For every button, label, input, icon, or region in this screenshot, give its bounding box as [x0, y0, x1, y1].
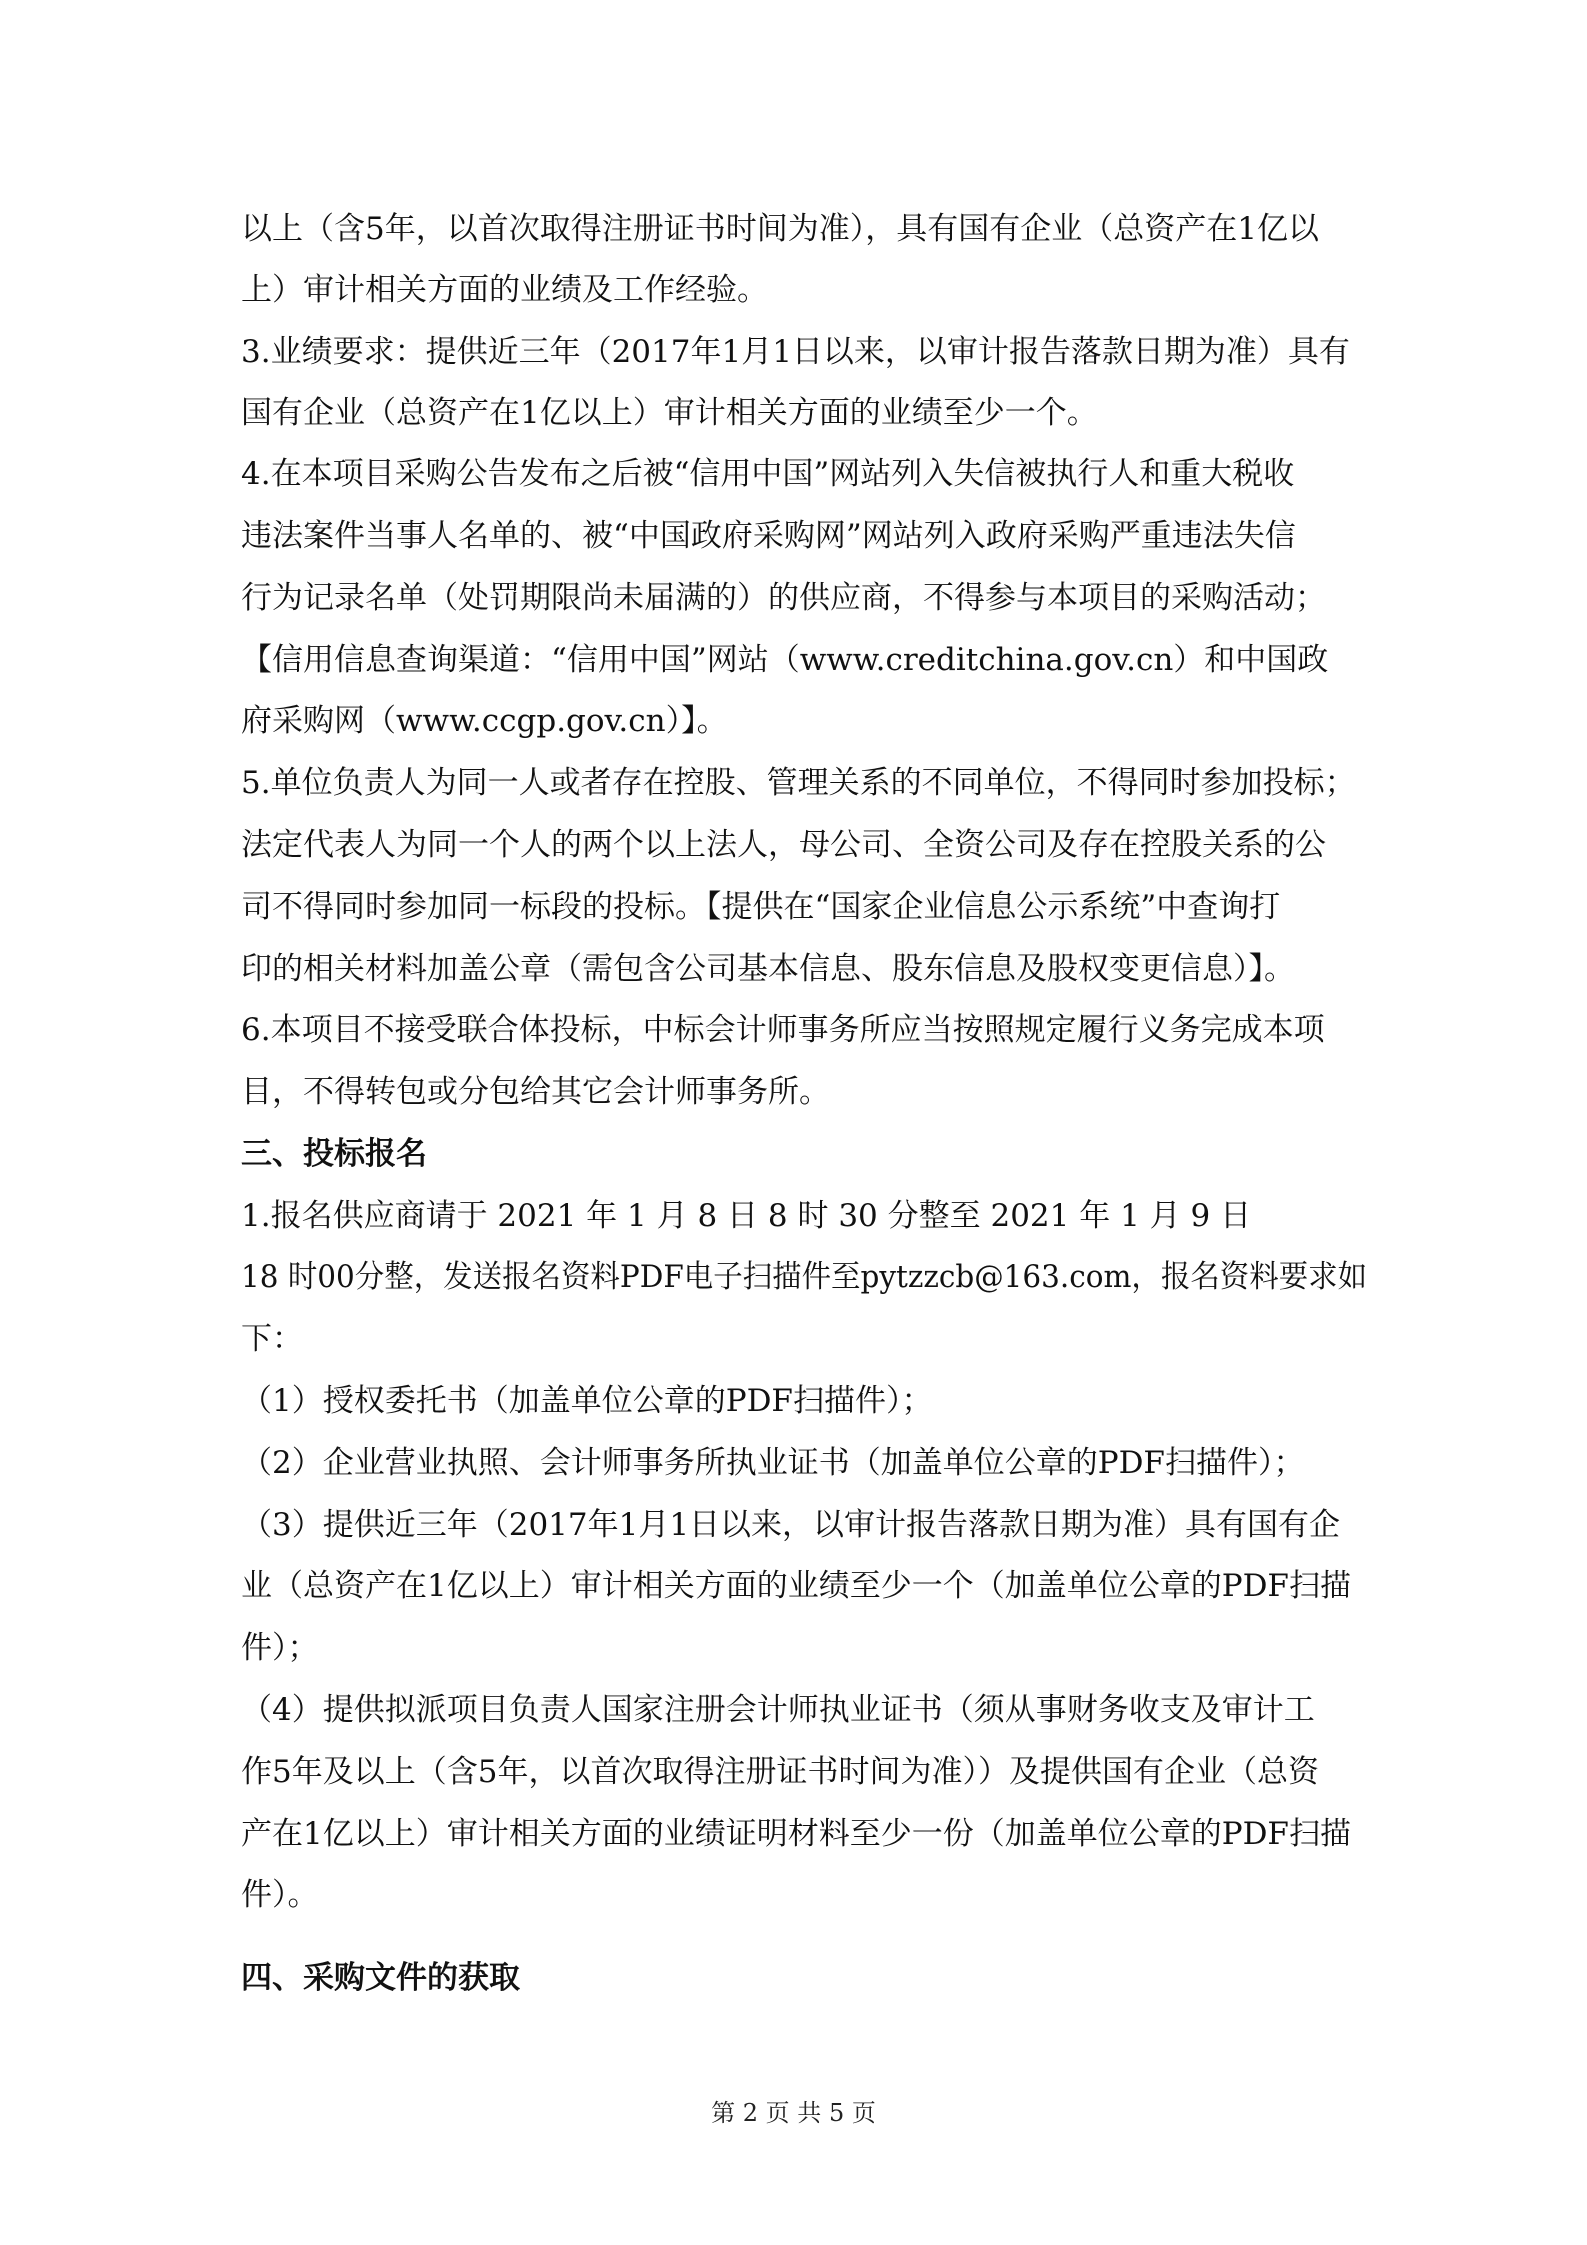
text-line: （2）企业营业执照、会计师事务所执业证书（加盖单位公章的PDF扫描件）； [241, 1445, 1305, 1481]
text-line: 3.业绩要求：提供近三年（2017年1月1日以来，以审计报告落款日期为准）具有 [241, 334, 1350, 370]
text-line: 司不得同时参加同一标段的投标。【提供在“国家企业信息公示系统”中查询打 [241, 889, 1281, 925]
text-line: （3）提供近三年（2017年1月1日以来，以审计报告落款日期为准）具有国有企 [241, 1507, 1341, 1543]
section-heading: 三、投标报名 [241, 1136, 427, 1172]
text-line: 下： [241, 1321, 303, 1357]
text-line: 6.本项目不接受联合体投标，中标会计师事务所应当按照规定履行义务完成本项 [241, 1012, 1325, 1048]
text-line: 作5年及以上（含5年，以首次取得注册证书时间为准））及提供国有企业（总资 [241, 1754, 1319, 1790]
text-line: 件）； [241, 1630, 319, 1666]
text-line: 5.单位负责人为同一人或者存在控股、管理关系的不同单位，不得同时参加投标； [241, 765, 1356, 801]
text-line: 违法案件当事人名单的、被“中国政府采购网”网站列入政府采购严重违法失信 [241, 518, 1296, 554]
text-line: 以上（含5年，以首次取得注册证书时间为准），具有国有企业（总资产在1亿以 [241, 211, 1319, 247]
page-footer: 第 2 页 共 5 页 [711, 2099, 876, 2127]
text-line: 18 时00分整，发送报名资料PDF电子扫描件至pytzzcb@163.com，报名资料要求如 [241, 1259, 1368, 1295]
text-line: 府采购网（www.ccgp.gov.cn）】。 [241, 703, 728, 739]
text-line: 印的相关材料加盖公章（需包含公司基本信息、股东信息及股权变更信息）】。 [241, 951, 1295, 987]
text-line: （4）提供拟派项目负责人国家注册会计师执业证书（须从事财务收支及审计工 [241, 1692, 1315, 1728]
text-line: 行为记录名单（处罚期限尚未届满的）的供应商，不得参与本项目的采购活动； [241, 580, 1326, 616]
text-line: 目，不得转包或分包给其它会计师事务所。 [241, 1074, 830, 1110]
text-line: 法定代表人为同一个人的两个以上法人，母公司、全资公司及存在控股关系的公 [241, 827, 1326, 863]
text-line: 4.在本项目采购公告发布之后被“信用中国”网站列入失信被执行人和重大税收 [241, 456, 1295, 492]
text-line: 业（总资产在1亿以上）审计相关方面的业绩至少一个（加盖单位公章的PDF扫描 [241, 1568, 1351, 1604]
text-line: （1）授权委托书（加盖单位公章的PDF扫描件）； [241, 1383, 933, 1419]
text-line: 件）。 [241, 1877, 319, 1913]
text-line: 产在1亿以上）审计相关方面的业绩证明材料至少一份（加盖单位公章的PDF扫描 [241, 1816, 1351, 1852]
text-line: 上）审计相关方面的业绩及工作经验。 [241, 272, 768, 308]
text-line: 国有企业（总资产在1亿以上）审计相关方面的业绩至少一个。 [241, 395, 1098, 431]
text-line: 【信用信息查询渠道：“信用中国”网站（www.creditchina.gov.cn）和中国政 [241, 642, 1329, 678]
text-line: 1.报名供应商请于 2021 年 1 月 8 日 8 时 30 分整至 2021 年 1 月 9 日 [241, 1198, 1252, 1234]
section-heading: 四、采购文件的获取 [241, 1960, 520, 1996]
